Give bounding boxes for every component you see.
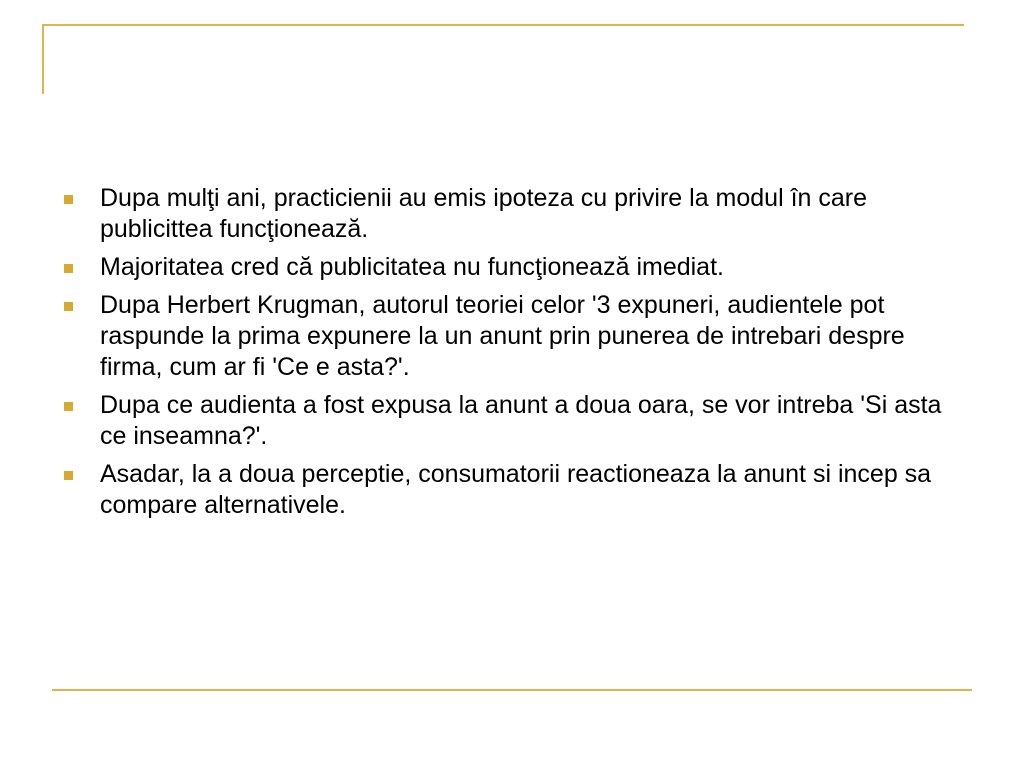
- bullet-text: Dupa mulţi ani, practicienii au emis ipoteza cu privire la modul în care publicittea funcţionează.: [100, 184, 868, 243]
- square-bullet-icon: [64, 195, 73, 204]
- bullet-text: Asadar, la a doua perceptie, consumatorii reactioneaza la anunt si incep sa compare alternativele.: [100, 460, 932, 519]
- slide-content: [60, 183, 960, 528]
- square-bullet-icon: [64, 471, 73, 480]
- bullet-list: [60, 183, 960, 521]
- top-accent-line: [42, 24, 964, 26]
- square-bullet-icon: [64, 264, 73, 273]
- bullet-text: Dupa Herbert Krugman, autorul teoriei celor '3 expuneri, audientele pot raspunde la prima expunere la un anunt prin punerea de intrebari despre firma, cum ar fi 'Ce e asta?'.: [100, 291, 905, 381]
- bullet-item: [60, 290, 960, 383]
- bullet-text: Majoritatea cred că publicitatea nu funcţionează imediat.: [100, 253, 724, 281]
- square-bullet-icon: [64, 402, 73, 411]
- bullet-item: [60, 459, 960, 521]
- bullet-item: [60, 183, 960, 245]
- bullet-item: [60, 252, 960, 283]
- bottom-accent-line: [52, 689, 972, 691]
- bullet-text: Dupa ce audienta a fost expusa la anunt a doua oara, se vor intreba 'Si asta ce inseamna?'.: [100, 391, 942, 450]
- left-accent-line: [42, 24, 44, 94]
- bullet-item: [60, 390, 960, 452]
- square-bullet-icon: [64, 302, 73, 311]
